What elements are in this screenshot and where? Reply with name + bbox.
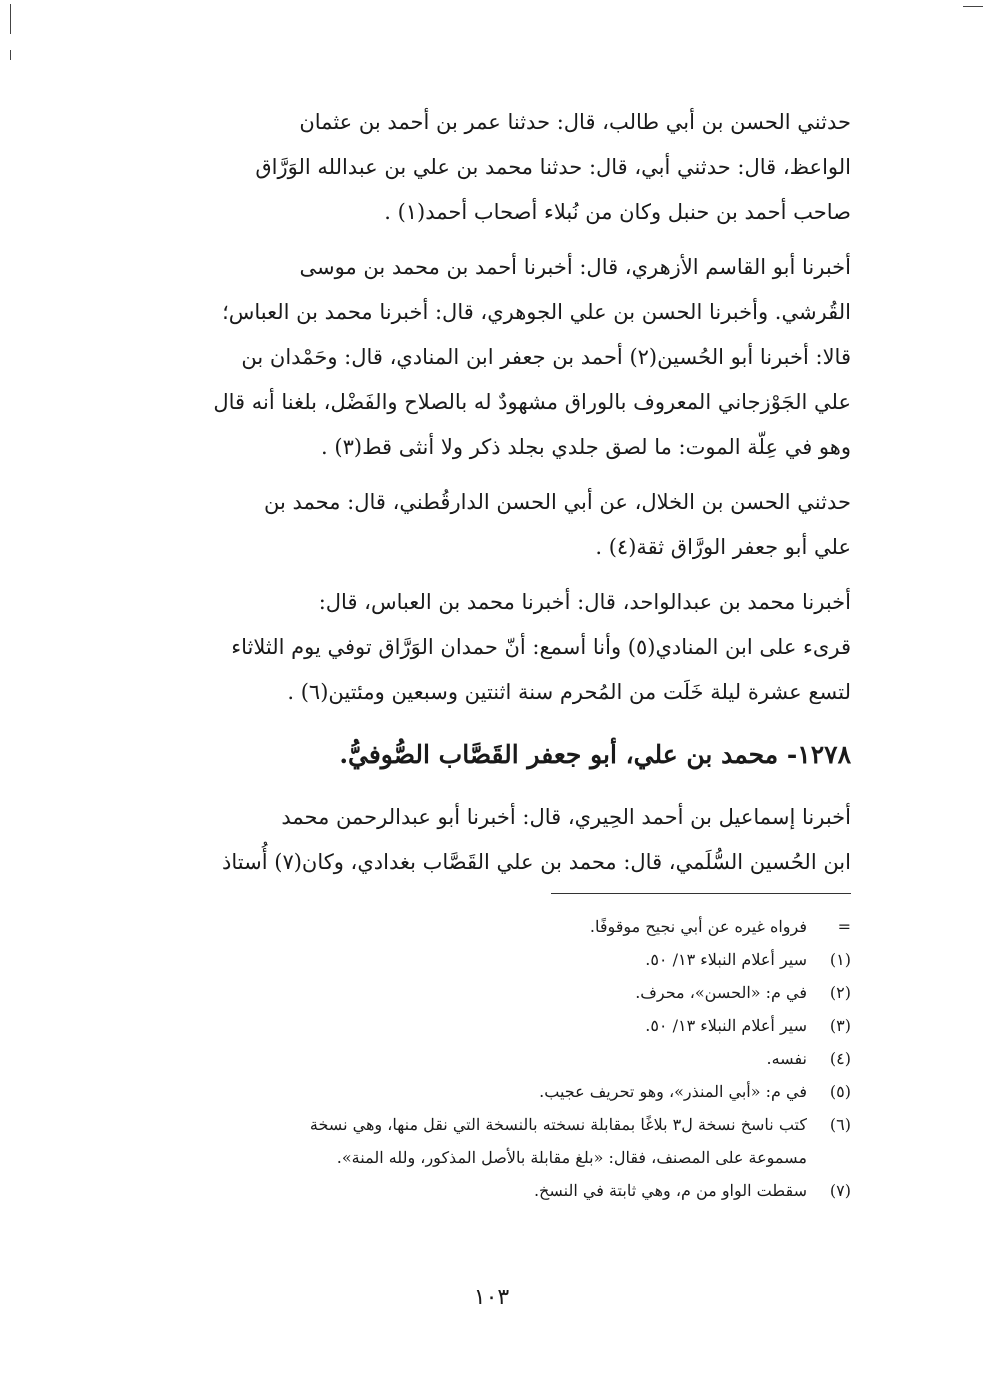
footnote-text [135,976,807,1009]
main-text [140,100,851,895]
text-line: سير أعلام النبلاء ١٣/ ٥٠. [645,1016,807,1035]
footnote [135,1042,851,1075]
footnote-text [135,1009,807,1042]
text-line: كتب ناسخ نسخة ل٣ بلاغًا بمقابلة نسخته بالنسخة التي نقل منها، وهي نسخة [309,1115,807,1134]
footnote-number: (٦) [829,1115,851,1134]
footnote-text [135,1174,807,1207]
text-line: لتسع عشرة ليلة خَلَت من المُحرم سنة اثنتين وسبعين ومئتين(٦) . [287,680,851,704]
footnote-number: (١) [829,950,851,969]
text-line: أخبرنا أبو القاسم الأزهري، قال: أخبرنا أحمد بن محمد بن موسى [299,255,851,279]
footnote-number: (٢) [829,983,851,1002]
text-line: حدثني الحسن بن أبي طالب، قال: حدثنا عمر بن أحمد بن عثمان [299,110,851,134]
footnote-text [135,1042,807,1075]
footnote-number: = [837,917,851,936]
paragraph [140,100,851,235]
footnote-separator [551,893,851,894]
footnote-text [135,1075,807,1108]
footnote [135,1108,851,1174]
text-line: نفسه. [766,1049,807,1068]
text-line: في م: «الحسن»، محرف. [635,983,807,1002]
entry-heading: ١٢٧٨- محمد بن علي، أبو جعفر القَصَّاب الصُّوفيُّ. [339,740,851,769]
text-line: الواعظ، قال: حدثني أبي، قال: حدثنا محمد بن علي بن عبدالله الوَرَّاق [255,155,851,179]
footnote [135,1075,851,1108]
text-line: أخبرنا إسماعيل بن أحمد الحِيري، قال: أخبرنا أبو عبدالرحمن محمد [281,805,851,829]
text-line: علي الجَوْزجاني المعروف بالوراق مشهودٌ له بالصلاح والفَضْل، بلغنا أنه قال [213,390,851,414]
text-line: سقطت الواو من م، وهي ثابتة في النسخ. [533,1181,807,1200]
footnote-number: (٤) [829,1049,851,1068]
paragraph [140,580,851,715]
text-line: سير أعلام النبلاء ١٣/ ٥٠. [645,950,807,969]
text-line: مسموعة على المصنف، فقال: «بلغ مقابلة بالأصل المذكور، ولله المنة». [336,1148,807,1167]
footnote [135,1009,851,1042]
paragraph [140,480,851,570]
footnote-number: (٧) [829,1181,851,1200]
footnote [135,976,851,1009]
text-line: علي أبو جعفر الورَّاق ثقة(٤) . [595,535,851,559]
footnote-number: (٥) [829,1082,851,1101]
text-line: في م: «أبي المنذر»، وهو تحريف عجيب. [539,1082,807,1101]
scan-edge-mark [963,6,983,7]
text-line: حدثني الحسن بن الخلال، عن أبي الحسن الدارقُطني، قال: محمد بن [263,490,851,514]
text-line: أخبرنا محمد بن عبدالواحد، قال: أخبرنا محمد بن العباس، قال: [318,590,851,614]
paragraph [140,245,851,470]
text-line: قالا: أخبرنا أبو الحُسين(٢) أحمد بن جعفر ابن المنادي، قال: وحَمْدان بن [241,345,851,369]
paragraph [140,795,851,885]
text-line: صاحب أحمد بن حنبل وكان من نُبلاء أصحاب أحمد(١) . [384,200,851,224]
footnote [135,910,851,943]
text-line: قرىء على ابن المنادي(٥) وأنا أسمع: أنّ حمدان الوَرَّاق توفي يوم الثلاثاء [231,635,851,659]
footnote [135,943,851,976]
scan-edge-mark [10,50,11,60]
footnote [135,1174,851,1207]
scan-edge-mark [10,4,11,34]
text-line: ابن الحُسين السُّلَمي، قال: محمد بن علي القَصَّاب بغدادي، وكان(٧) أُستاذ [222,850,851,874]
text-line: القُرشي. وأخبرنا الحسن بن علي الجوهري، قال: أخبرنا محمد بن العباس؛ [222,300,851,324]
footnote-text [135,943,807,976]
page-number: ١٠٣ [473,1285,510,1310]
footnote-number: (٣) [829,1016,851,1035]
footnote-text [135,1108,807,1174]
footnotes [135,910,851,1207]
text-line: وهو في عِلّة الموت: ما لصق جلدي بجلد ذكر ولا أنثى قط(٣) . [321,435,851,459]
footnote-text [135,910,807,943]
text-line: فرواه غيره عن أبي نجيح موقوفًا. [589,917,807,936]
